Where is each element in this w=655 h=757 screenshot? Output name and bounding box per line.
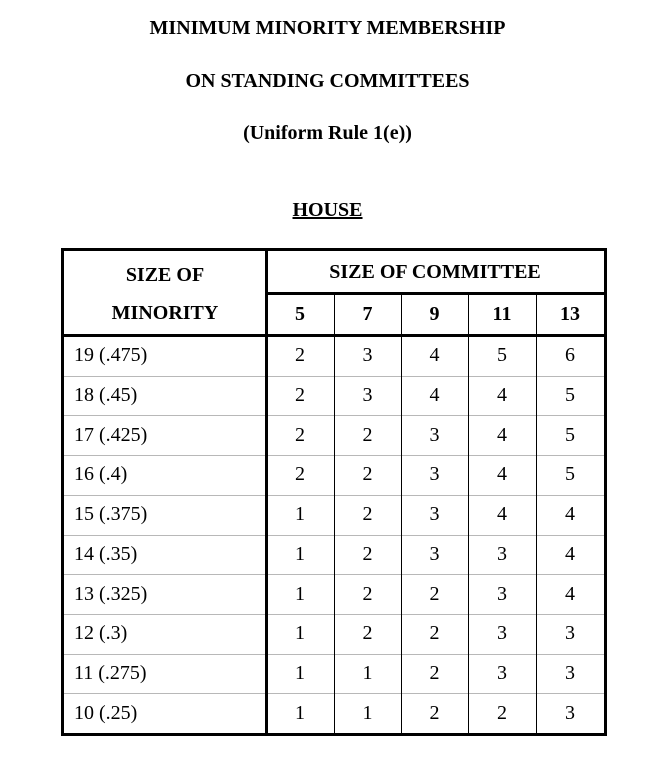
minority-membership-table [61, 248, 607, 736]
table-cell: 2 [295, 463, 305, 486]
table-cell: 2 [497, 701, 507, 724]
table-cell: 4 [497, 384, 507, 407]
table-cell: 3 [429, 542, 440, 565]
table-cell: 3 [362, 344, 373, 367]
minority-size-label: 14 (.35) [74, 542, 138, 565]
table-cell: 4 [565, 582, 575, 605]
table-cell: 3 [497, 661, 507, 684]
table-cell: 5 [565, 463, 575, 486]
minority-size-label: 12 (.3) [74, 622, 128, 645]
minority-size-label: 16 (.4) [74, 463, 128, 486]
table-cell: 2 [362, 503, 373, 526]
table-cell: 4 [429, 384, 440, 407]
table-cell: 2 [429, 701, 440, 724]
committee-size-header: 11 [492, 303, 512, 325]
table-cell: 4 [565, 542, 575, 565]
table-cell: 3 [362, 384, 373, 407]
document-title-line-1: MINIMUM MINORITY MEMBERSHIP [149, 17, 506, 39]
minority-size-label: 17 (.425) [74, 423, 148, 446]
minority-size-label: 10 (.25) [74, 701, 138, 724]
column-divider [401, 293, 402, 733]
table-cell: 2 [362, 463, 373, 486]
table-cell: 3 [429, 463, 440, 486]
table-cell: 3 [565, 661, 575, 684]
minority-size-label: 13 (.325) [74, 582, 148, 605]
column-divider [536, 293, 537, 733]
size-of-minority-line-1: SIZE OF [125, 263, 205, 286]
column-divider [334, 293, 335, 733]
table-cell: 2 [362, 423, 373, 446]
table-cell: 2 [362, 622, 373, 645]
table-cell: 4 [565, 503, 575, 526]
table-cell: 4 [497, 423, 507, 446]
table-cell: 2 [362, 542, 373, 565]
committee-size-header: 7 [362, 303, 373, 325]
committee-size-header: 5 [295, 303, 305, 325]
table-cell: 3 [497, 582, 507, 605]
committee-size-header: 9 [429, 303, 440, 325]
table-cell: 3 [565, 701, 575, 724]
table-cell: 1 [295, 701, 305, 724]
minority-size-label: 19 (.475) [74, 344, 148, 367]
table-cell: 2 [295, 423, 305, 446]
minority-size-label: 11 (.275) [74, 661, 147, 684]
table-cell: 3 [497, 622, 507, 645]
table-cell: 5 [565, 423, 575, 446]
document-title-line-2: ON STANDING COMMITTEES [185, 70, 470, 92]
table-cell: 5 [497, 344, 507, 367]
table-cell: 1 [295, 542, 305, 565]
table-cell: 3 [429, 503, 440, 526]
committee-header-divider [266, 292, 604, 295]
table-cell: 3 [497, 542, 507, 565]
table-cell: 6 [565, 344, 575, 367]
column-divider [468, 293, 469, 733]
table-cell: 4 [497, 503, 507, 526]
table-cell: 1 [362, 661, 373, 684]
table-cell: 5 [565, 384, 575, 407]
table-cell: 1 [362, 701, 373, 724]
document-subtitle-rule: (Uniform Rule 1(e)) [243, 122, 412, 144]
label-column-divider [265, 251, 268, 733]
table-cell: 2 [362, 582, 373, 605]
table-cell: 1 [295, 661, 305, 684]
table-cell: 4 [497, 463, 507, 486]
table-cell: 1 [295, 503, 305, 526]
table-cell: 4 [429, 344, 440, 367]
section-heading-house: HOUSE [292, 199, 363, 221]
table-cell: 2 [295, 344, 305, 367]
table-cell: 2 [429, 661, 440, 684]
table-cell: 1 [295, 622, 305, 645]
size-of-committee-header: SIZE OF COMMITTEE [329, 260, 541, 283]
table-cell: 2 [295, 384, 305, 407]
size-of-minority-line-2: MINORITY [111, 301, 219, 324]
size-of-minority-header [64, 251, 266, 336]
table-cell: 3 [565, 622, 575, 645]
table-cell: 1 [295, 582, 305, 605]
table-cell: 2 [429, 582, 440, 605]
table-cell: 2 [429, 622, 440, 645]
minority-size-label: 15 (.375) [74, 503, 148, 526]
table-cell: 3 [429, 423, 440, 446]
minority-size-label: 18 (.45) [74, 384, 138, 407]
committee-size-header: 13 [560, 303, 580, 325]
